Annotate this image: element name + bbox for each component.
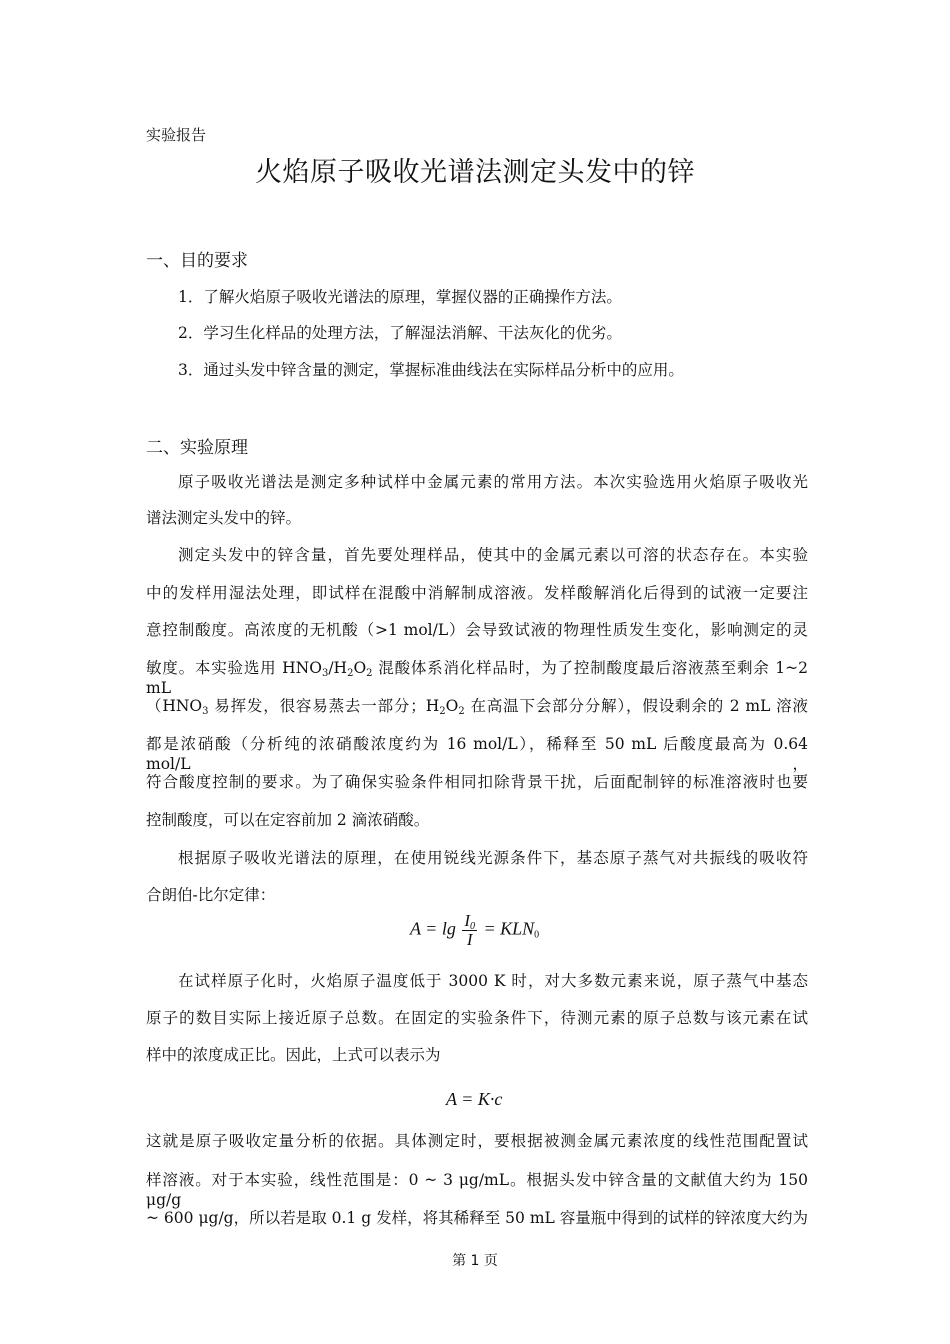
paragraph-line: 都是浓硝酸（分析纯的浓硝酸浓度约为 16 mol/L），稀释至 50 mL 后酸度最高为 0.64 mol/L， (146, 735, 808, 773)
paragraph-line: 原子的数目实际上接近原子总数。在固定的实验条件下，待测元素的原子总数与该元素在试 (146, 1009, 808, 1027)
section1-heading: 一、目的要求 (146, 251, 248, 271)
page-title: 火焰原子吸收光谱法测定头发中的锌 (255, 157, 695, 188)
list-item: 3．通过头发中锌含量的测定，掌握标准曲线法在实际样品分析中的应用。 (178, 361, 684, 379)
formula-fraction: $\frac{I_0}{I}$ (464, 911, 475, 949)
paragraph-line: 合朗伯-比尔定律： (146, 886, 276, 904)
paragraph-line: 敏度。本实验选用 $HNO_3/H_2O_2$ 混酸体系消化样品时，为了控制酸度最后溶液蒸至剩余 1~2 mL (146, 659, 808, 697)
paragraph-line: 这就是原子吸收定量分析的依据。具体测定时，要根据被测金属元素浓度的线性范围配置试 (146, 1132, 808, 1150)
paragraph-line: ~ 600 μg/g，所以若是取 0.1 g 发样，将其稀释至 50 mL 容量瓶中得到的试样的锌浓度大约为 (146, 1209, 808, 1227)
paragraph-line: （$HNO_3$ 易挥发，很容易蒸去一部分；$H_2O_2$ 在高温下会部分分解），假设剩余的 2 mL 溶液 (146, 697, 809, 717)
paragraph-line: 样溶液。对于本实验，线性范围是：0 ~ 3 μg/mL。根据头发中锌含量的文献值大约为 150 μg/g (146, 1171, 808, 1209)
paragraph-line: 控制酸度，可以在定容前加 2 滴浓硝酸。 (146, 811, 430, 829)
section2-heading: 二、实验原理 (146, 438, 248, 458)
paragraph-line: 样中的浓度成正比。因此，上式可以表示为 (146, 1046, 441, 1064)
page-number: 第 1 页 (452, 1253, 498, 1269)
paragraph-line: 测定头发中的锌含量，首先要处理样品，使其中的金属元素以可溶的状态存在。本实验 (178, 546, 808, 564)
paragraph-line: 根据原子吸收光谱法的原理，在使用锐线光源条件下，基态原子蒸气对共振线的吸收符 (178, 849, 808, 867)
paragraph-line: 符合酸度控制的要求。为了确保实验条件相同扣除背景干扰，后面配制锌的标准溶液时也要 (146, 773, 808, 791)
paragraph-line: 谱法测定头发中的锌。 (146, 509, 302, 527)
formula-beer-lambert: A = lg $\frac{I_0}{I}$ = $KLN_0$ (410, 911, 540, 949)
paragraph-line: 在试样原子化时，火焰原子温度低于 3000 K 时，对大多数元素来说，原子蒸气中基态 (178, 972, 808, 990)
paragraph-line: 意控制酸度。高浓度的无机酸（>1 mol/L）会导致试液的物理性质发生变化，影响测定的灵 (146, 621, 808, 639)
paragraph-line: 中的发样用湿法处理，即试样在混酸中消解制成溶液。发样酸解消化后得到的试液一定要注 (146, 584, 808, 602)
header-label: 实验报告 (146, 126, 207, 144)
list-item: 1．了解火焰原子吸收光谱法的原理，掌握仪器的正确操作方法。 (178, 288, 622, 306)
list-item: 2．学习生化样品的处理方法，了解湿法消解、干法灰化的优劣。 (178, 324, 622, 342)
formula-linear: A = K·c (446, 1089, 503, 1109)
paragraph-line: 原子吸收光谱法是测定多种试样中金属元素的常用方法。本次实验选用火焰原子吸收光 (178, 473, 808, 491)
